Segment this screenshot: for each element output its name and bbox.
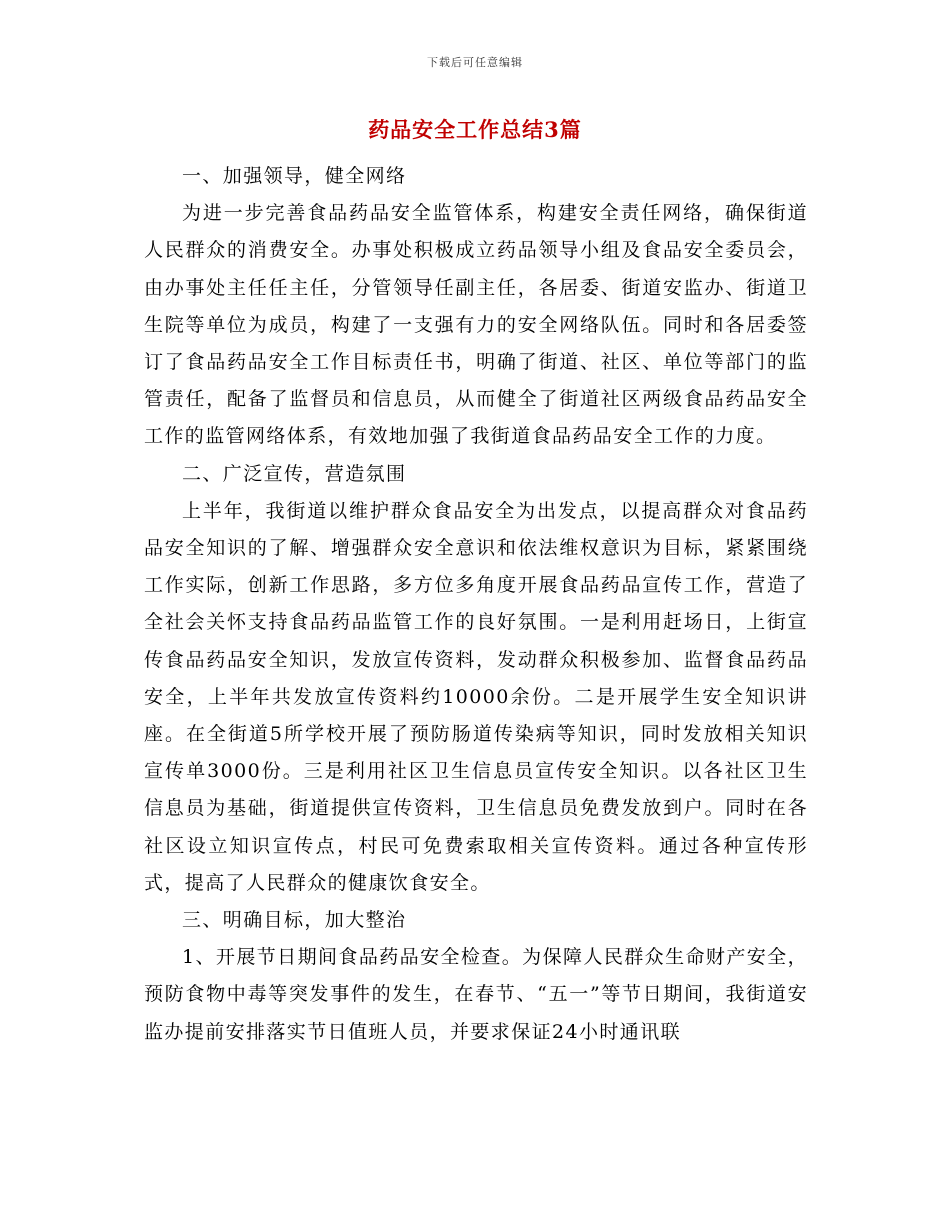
section-heading-2: 二、广泛宣传，营造氛围	[182, 462, 407, 485]
document-title: 药品安全工作总结3篇	[368, 117, 582, 142]
document-body	[144, 158, 808, 1051]
paragraph-2: 上半年，我街道以维护群众食品安全为出发点，以提高群众对食品药品安全知识的了解、增强群众安全意识和依法维权意识为目标，紧紧围绕工作实际，创新工作思路，多方位多角度开展食品药品宣传工作，营造了全社会关怀支持食品药品监管工作的良好氛围。一是利用赶场日，上街宣传食品药品安全知识，发放宣传资料，发动群众积极参加、监督食品药品安全，上半年共发放宣传资料约10000余份。二是开展学生安全知识讲座。在全街道5所学校开展了预防肠道传染病等知识，同时发放相关知识宣传单3000份。三是利用社区卫生信息员宣传安全知识。以各社区卫生信息员为基础，街道提供宣传资料，卫生信息员免费发放到户。同时在各社区设立知识宣传点，村民可免费索取相关宣传资料。通过各种宣传形式，提高了人民群众的健康饮食安全。	[144, 499, 808, 894]
section-heading-3: 三、明确目标，加大整治	[182, 909, 407, 932]
section-heading-1: 一、加强领导，健全网络	[182, 165, 407, 187]
header-note: 下载后可任意编辑	[427, 56, 523, 69]
paragraph-3: 1、开展节日期间食品药品安全检查。为保障人民群众生命财产安全，预防食物中毒等突发事件的发生，在春节、“五一”等节日期间，我街道安监办提前安排落实节日值班人员，并要求保证24小时通讯联	[144, 946, 808, 1043]
paragraph-1: 为进一步完善食品药品安全监管体系，构建安全责任网络，确保街道人民群众的消费安全。办事处积极成立药品领导小组及食品安全委员会，由办事处主任任主任，分管领导任副主任，各居委、街道安监办、街道卫生院等单位为成员，构建了一支强有力的安全网络队伍。同时和各居委签订了食品药品安全工作目标责任书，明确了街道、社区、单位等部门的监管责任，配备了监督员和信息员，从而健全了街道社区两级食品药品安全工作的监管网络体系，有效地加强了我街道食品药品安全工作的力度。	[144, 202, 808, 448]
